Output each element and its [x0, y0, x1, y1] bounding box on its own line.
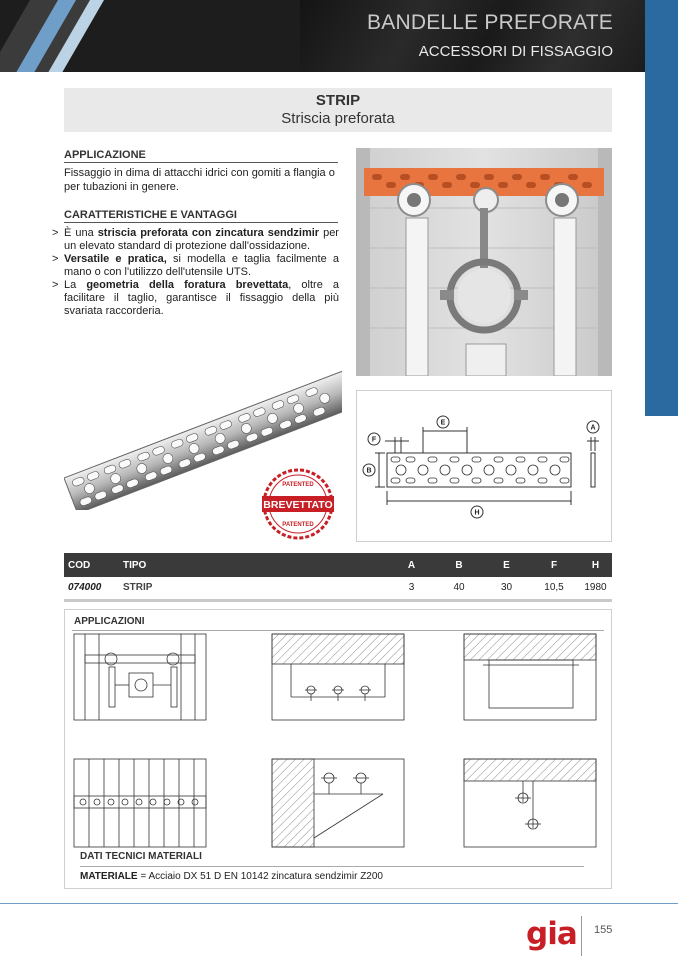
installation-photo — [356, 148, 612, 376]
gia-logo: gia — [526, 916, 577, 952]
patented-badge — [262, 468, 334, 540]
section-title: BANDELLE PREFORATE — [367, 11, 613, 34]
materiale-label: MATERIALE — [80, 871, 138, 882]
product-title-box — [64, 88, 612, 132]
application-diagram-1 — [73, 633, 207, 721]
cell-b: 40 — [434, 577, 484, 600]
dim-f-label: F — [371, 436, 377, 444]
badge-bottom-text: PATENTED — [282, 522, 314, 528]
application-diagram-4 — [73, 758, 207, 848]
col-tipo: TIPO — [119, 553, 389, 577]
col-h: H — [579, 553, 612, 577]
dim-e-label: E — [440, 419, 446, 427]
page-number: 155 — [594, 924, 613, 936]
applicazione-text: Fissaggio in dima di attacchi idrici con gomiti a flangia o per tubazioni in genere. — [64, 167, 335, 193]
dati-text — [80, 871, 383, 882]
technical-drawing — [356, 390, 612, 542]
applications-frame — [64, 609, 612, 889]
cell-tipo: STRIP — [119, 577, 389, 600]
product-table — [64, 553, 612, 602]
list-item: > Versatile e pratica, si modella e taglia facilmente a mano o con l'utilizzo dell'utensile UTS. — [52, 253, 339, 279]
product-description: Striscia preforata — [281, 110, 395, 127]
materiale-value: = Acciaio DX 51 D EN 10142 zincatura sendzimir Z200 — [137, 871, 383, 882]
cell-a: 3 — [389, 577, 434, 600]
application-diagram-2 — [271, 633, 405, 721]
applicazione-heading: APPLICAZIONE — [64, 149, 338, 163]
application-diagram-5 — [271, 758, 405, 848]
col-b: B — [434, 553, 484, 577]
side-tab — [645, 0, 678, 416]
list-item: > La geometria della foratura brevettata, oltre a facilitare il taglio, garantisce il fissaggio della più svariata raccorderia. — [52, 279, 339, 318]
cell-f: 10,5 — [529, 577, 579, 600]
dati-heading: DATI TECNICI MATERIALI — [80, 851, 202, 862]
dim-a-label: A — [590, 424, 596, 432]
page-header — [0, 0, 678, 72]
col-cod: COD — [64, 553, 119, 577]
dim-h-label: H — [474, 509, 480, 517]
col-e: E — [484, 553, 529, 577]
dim-b-label: B — [366, 467, 372, 475]
cell-e: 30 — [484, 577, 529, 600]
cell-h: 1980 — [579, 577, 612, 600]
list-item: > È una striscia preforata con zincatura sendzimir per un elevato standard di protezione dall'ossidazione. — [52, 227, 339, 253]
badge-top-text: PATENTED — [282, 482, 314, 488]
section-subtitle: ACCESSORI DI FISSAGGIO — [418, 43, 613, 60]
caratteristiche-list — [52, 227, 339, 318]
product-name: STRIP — [315, 92, 361, 109]
cell-cod: 074000 — [64, 577, 119, 600]
badge-main-text: BREVETTATO — [263, 499, 333, 511]
application-diagram-6 — [463, 758, 597, 848]
footer-line — [0, 903, 678, 904]
table-header-row — [64, 553, 612, 577]
table-row — [64, 577, 612, 600]
applicazioni-heading: APPLICAZIONI — [74, 616, 145, 627]
col-f: F — [529, 553, 579, 577]
application-diagram-3 — [463, 633, 597, 721]
col-a: A — [389, 553, 434, 577]
caratteristiche-heading: CARATTERISTICHE E VANTAGGI — [64, 209, 338, 223]
